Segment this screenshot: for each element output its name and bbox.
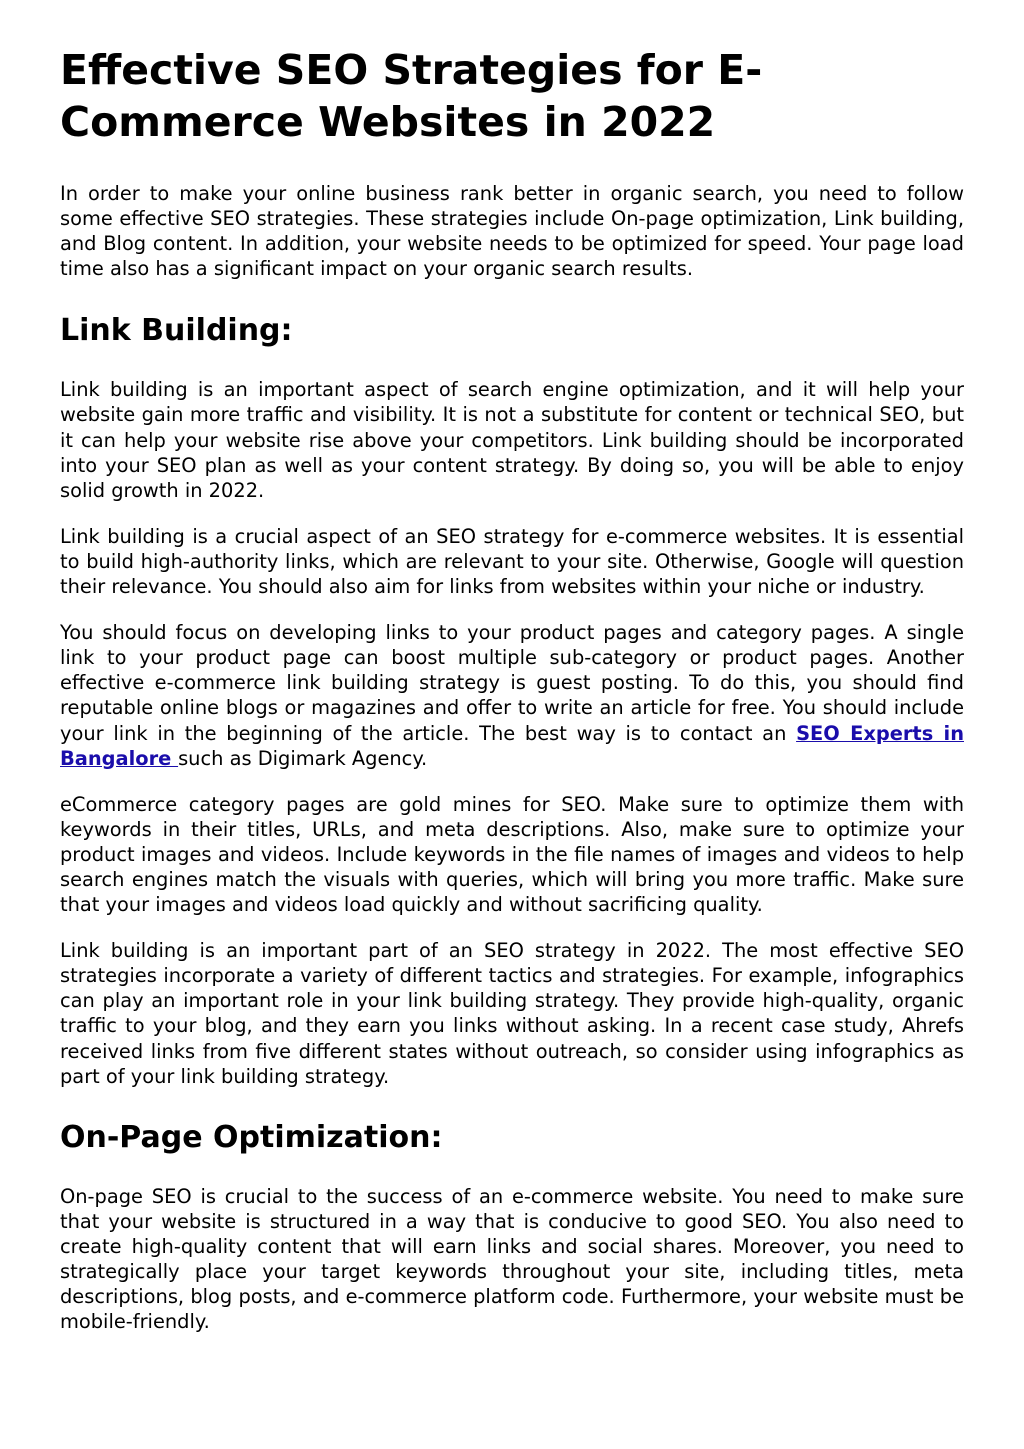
section-link-building <box>60 313 964 1088</box>
paragraph-text-after-link: such as Digimark Agency. <box>178 746 428 770</box>
paragraph: eCommerce category pages are gold mines for SEO. Make sure to optimize them with keywords in their titles, URLs, and meta descriptions. Also, make sure to optimize your product images and videos. Include keywords in the file names of images and videos to help search engines match the visuals with queries, which will bring you more traffic. Make sure that your images and videos load quickly and without sacrificing quality. <box>60 792 964 917</box>
intro-paragraph: In order to make your online business rank better in organic search, you need to follow some effective SEO strategies. These strategies include On-page optimization, Link building, and Blog content. In addition, your website needs to be optimized for speed. Your page load time also has a significant impact on your organic search results. <box>60 182 964 281</box>
paragraph-with-link <box>60 620 964 771</box>
paragraph: Link building is an important aspect of search engine optimization, and it will help your website gain more traffic and visibility. It is not a substitute for content or technical SEO, but it can help your website rise above your competitors. Link building should be incorporated into your SEO plan as well as your content strategy. By doing so, you will be able to enjoy solid growth in 2022. <box>60 378 964 502</box>
seo-experts-link[interactable]: SEO Experts in Bangalore <box>60 721 964 770</box>
paragraph: Link building is an important part of an SEO strategy in 2022. The most effective SEO strategies incorporate a variety of different tactics and strategies. For example, infographics can play an important role in your link building strategy. They provide high-quality, organic traffic to your blog, and they earn you links without asking. In a recent case study, Ahrefs received links from five different states without outreach, so consider using infographics as part of your link building strategy. <box>60 939 964 1088</box>
section-heading-on-page-optimization: On-Page Optimization: <box>60 1119 443 1155</box>
paragraph-text-before-link: You should focus on developing links to your product pages and category pages. A single link to your product page can boost multiple sub-category or product pages. Another effective e-commerce link building strategy is guest posting. To do this, you should find reputable online blogs or magazines and offer to write an article for free. You should include your link in the beginning of the article. The best way is to contact an <box>60 621 964 745</box>
paragraph: On-page SEO is crucial to the success of an e-commerce website. You need to make sure that your website is structured in a way that is conducive to good SEO. You also need to create high-quality content that will earn links and social shares. Moreover, you need to strategically place your target keywords throughout your site, including titles, meta descriptions, blog posts, and e-commerce platform code. Furthermore, your website must be mobile-friendly. <box>60 1184 964 1334</box>
section-heading-link-building: Link Building: <box>60 313 293 349</box>
section-on-page-optimization <box>60 1120 964 1335</box>
article-title: Effective SEO Strategies for E-Commerce Websites in 2022 <box>60 46 763 146</box>
paragraph: Link building is a crucial aspect of an SEO strategy for e-commerce websites. It is essential to build high-authority links, which are relevant to your site. Otherwise, Google will question their relevance. You should also aim for links from websites within your niche or industry. <box>60 524 964 599</box>
